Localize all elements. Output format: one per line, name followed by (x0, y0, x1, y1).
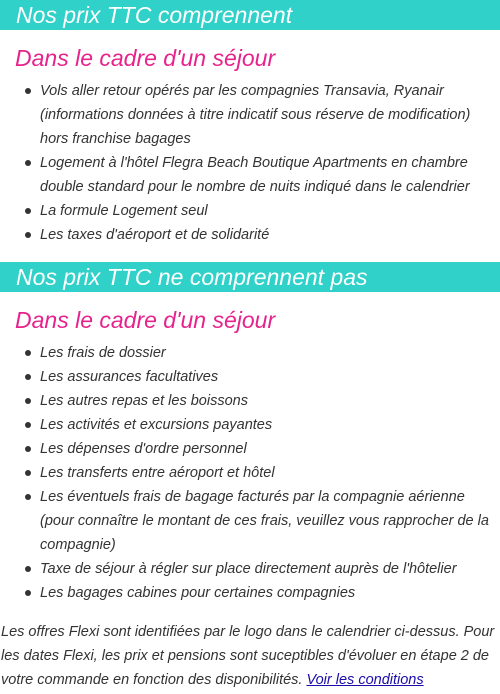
excluded-section-title: Nos prix TTC ne comprennent pas (16, 264, 368, 290)
excluded-section-header (0, 262, 500, 292)
excluded-subtitle: Dans le cadre d'un séjour (15, 307, 276, 333)
bullet-icon (25, 446, 31, 452)
bullet-icon (25, 470, 31, 476)
bullet-icon (25, 494, 31, 500)
list-item: Les autres repas et les boissons (0, 389, 500, 413)
bullet-icon (25, 566, 31, 572)
included-list (0, 79, 500, 247)
conditions-link[interactable]: Voir les conditions (306, 672, 424, 688)
list-item: Vols aller retour opérés par les compagnies Transavia, Ryanair (informations données à titre indicatif sous réserve de modification) hors franchise bagages (0, 79, 500, 151)
bullet-icon (25, 88, 31, 94)
list-item: Logement à l'hôtel Flegra Beach Boutique Apartments en chambre double standard pour le nombre de nuits indiqué dans le calendrier (0, 151, 500, 199)
list-item: Taxe de séjour à régler sur place directement auprès de l'hôtelier (0, 557, 500, 581)
list-item: Les taxes d'aéroport et de solidarité (0, 223, 500, 247)
list-item: Les activités et excursions payantes (0, 413, 500, 437)
list-item: Les transferts entre aéroport et hôtel (0, 461, 500, 485)
flexi-note (0, 620, 500, 692)
list-item: Les frais de dossier (0, 341, 500, 365)
list-item: Les assurances facultatives (0, 365, 500, 389)
bullet-icon (25, 374, 31, 380)
list-item: Les bagages cabines pour certaines compagnies (0, 581, 500, 605)
bullet-icon (25, 422, 31, 428)
bullet-icon (25, 398, 31, 404)
bullet-icon (25, 160, 31, 166)
bullet-icon (25, 232, 31, 238)
excluded-list (0, 341, 500, 605)
included-section-title: Nos prix TTC comprennent (16, 2, 293, 28)
list-item: Les éventuels frais de bagage facturés par la compagnie aérienne (pour connaître le montant de ces frais, veuillez vous rapprocher de la compagnie) (0, 485, 500, 557)
list-item: La formule Logement seul (0, 199, 500, 223)
list-item: Les dépenses d'ordre personnel (0, 437, 500, 461)
bullet-icon (25, 590, 31, 596)
included-section-header (0, 0, 500, 30)
bullet-icon (25, 208, 31, 214)
bullet-icon (25, 350, 31, 356)
flexi-note-text: Les offres Flexi sont identifiées par le logo dans le calendrier ci-dessus. Pour les dates Flexi, les prix et pensions sont suceptibles d'évoluer en étape 2 de votre commande en fonction des disponibilités. (1, 624, 495, 688)
included-subtitle: Dans le cadre d'un séjour (15, 45, 276, 71)
